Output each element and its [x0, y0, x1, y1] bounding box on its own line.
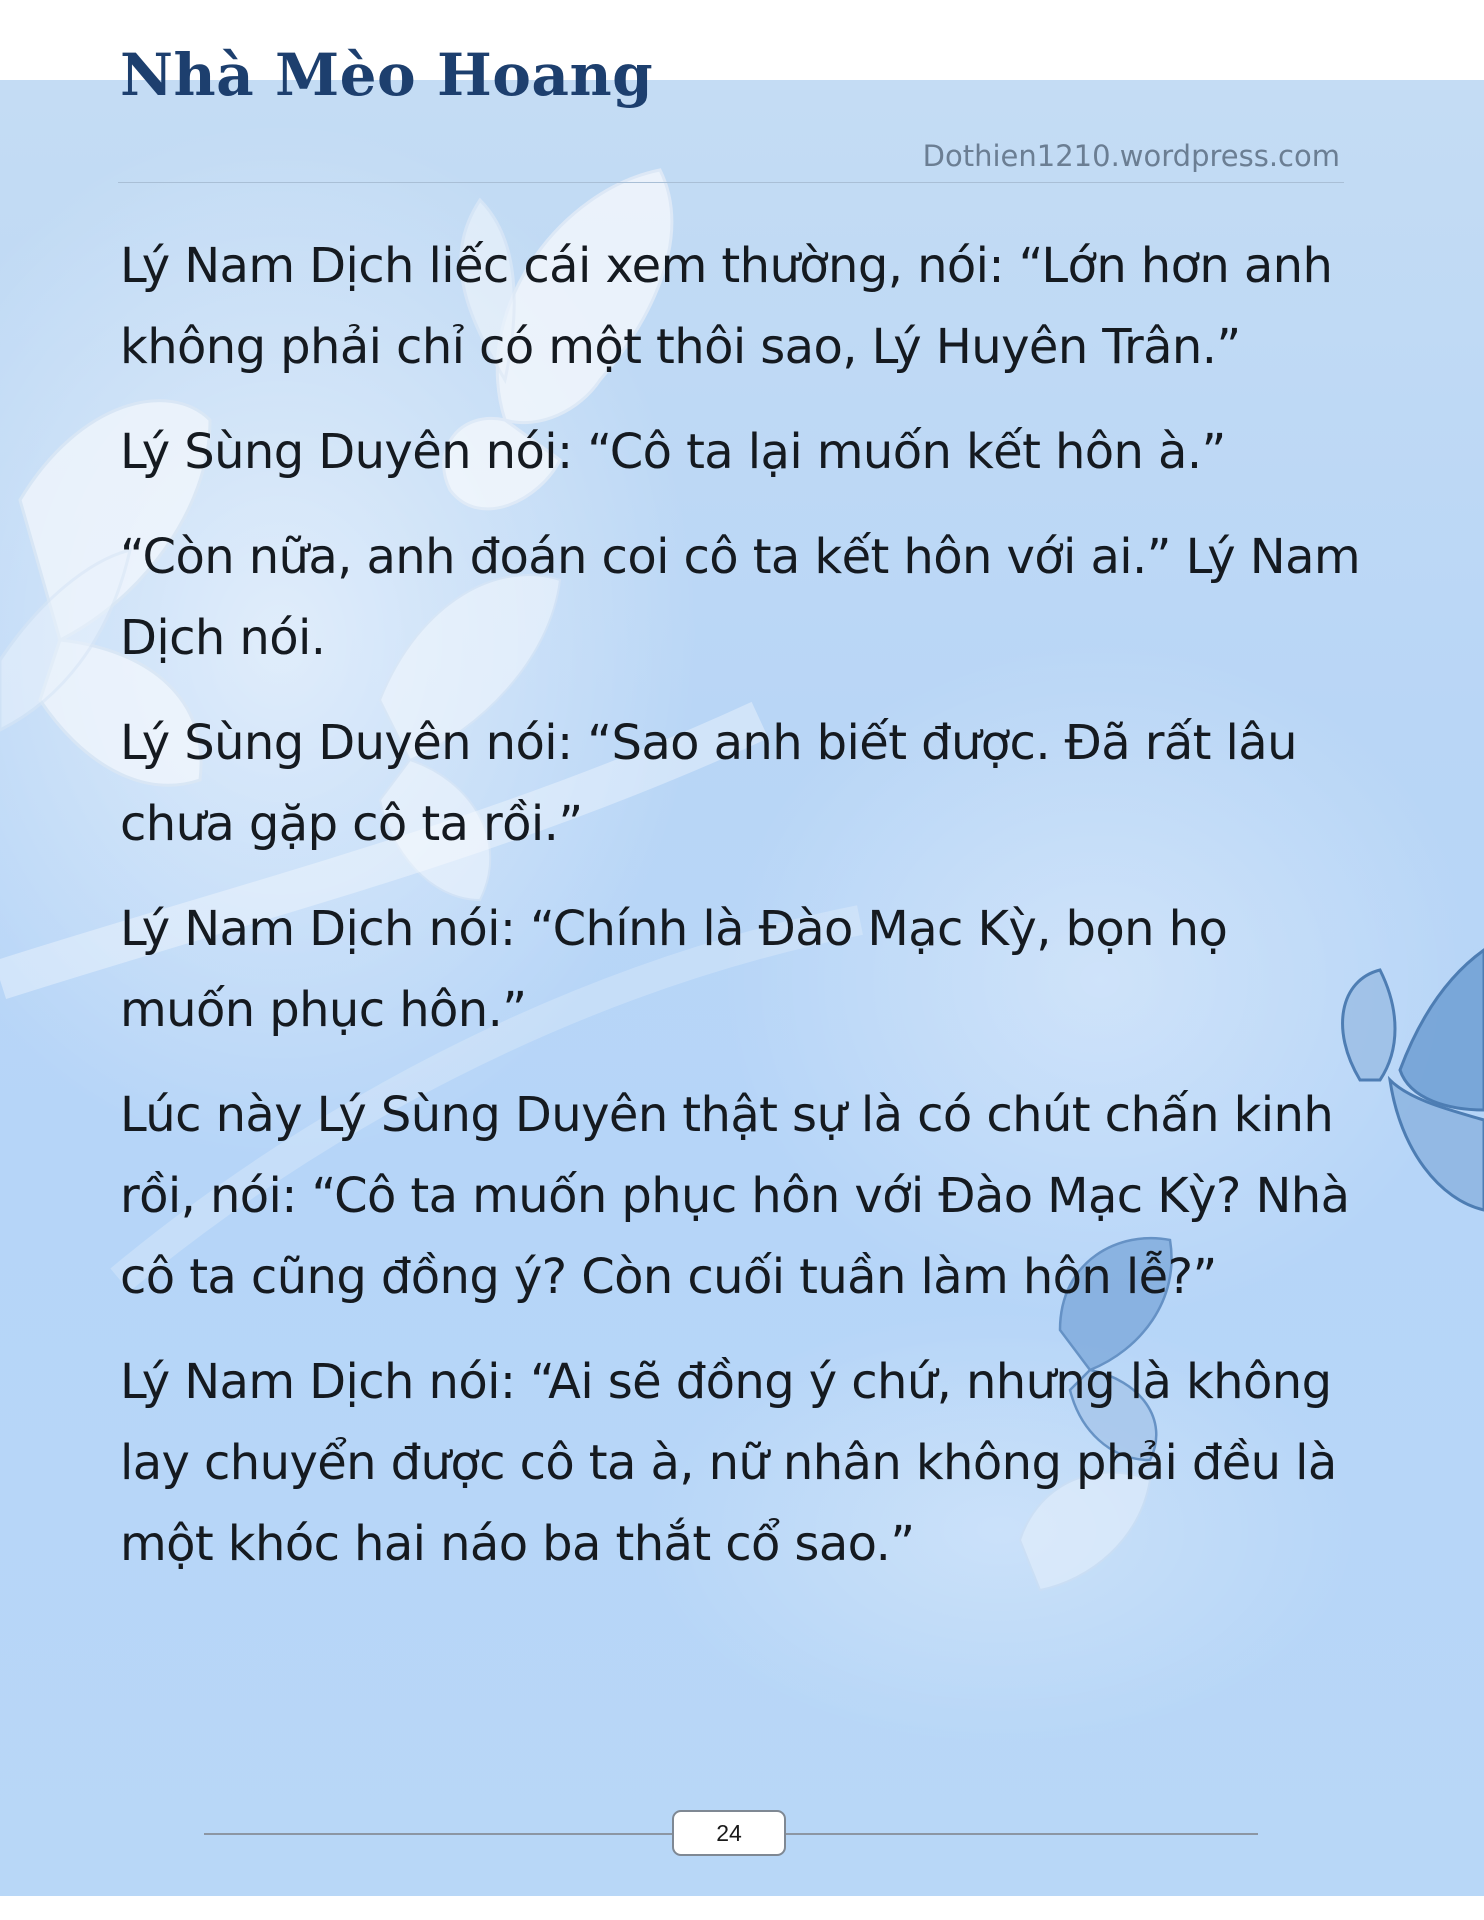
paragraph: Lý Sùng Duyên nói: “Sao anh biết được. Đã rất lâu chưa gặp cô ta rồi.” [120, 715, 1297, 852]
page-header-title: Nhà Mèo Hoang [120, 41, 654, 109]
paragraph: Lý Nam Dịch nói: “Chính là Đào Mạc Kỳ, bọn họ muốn phục hôn.” [120, 901, 1228, 1038]
story-body [120, 226, 1370, 1609]
paragraph: Lý Nam Dịch nói: “Ai sẽ đồng ý chứ, nhưng là không lay chuyển được cô ta à, nữ nhân không phải đều là một khóc hai náo ba thắt cổ sao.” [120, 1354, 1337, 1572]
footer-divider-right [784, 1833, 1258, 1835]
paragraph: Lý Nam Dịch liếc cái xem thường, nói: “Lớn hơn anh không phải chỉ có một thôi sao, Lý Huyên Trân.” [120, 238, 1333, 375]
header-divider [118, 182, 1344, 183]
page-bottom-margin [0, 1896, 1484, 1920]
paragraph: “Còn nữa, anh đoán coi cô ta kết hôn với ai.” Lý Nam Dịch nói. [120, 529, 1361, 666]
footer-divider-left [204, 1833, 674, 1835]
paragraph: Lý Sùng Duyên nói: “Cô ta lại muốn kết hôn à.” [120, 424, 1226, 480]
site-url: Dothien1210.wordpress.com [922, 139, 1340, 173]
page-number: 24 [672, 1810, 786, 1856]
paragraph: Lúc này Lý Sùng Duyên thật sự là có chút chấn kinh rồi, nói: “Cô ta muốn phục hôn với Đào Mạc Kỳ? Nhà cô ta cũng đồng ý? Còn cuối tuần làm hôn lễ?” [120, 1087, 1350, 1305]
